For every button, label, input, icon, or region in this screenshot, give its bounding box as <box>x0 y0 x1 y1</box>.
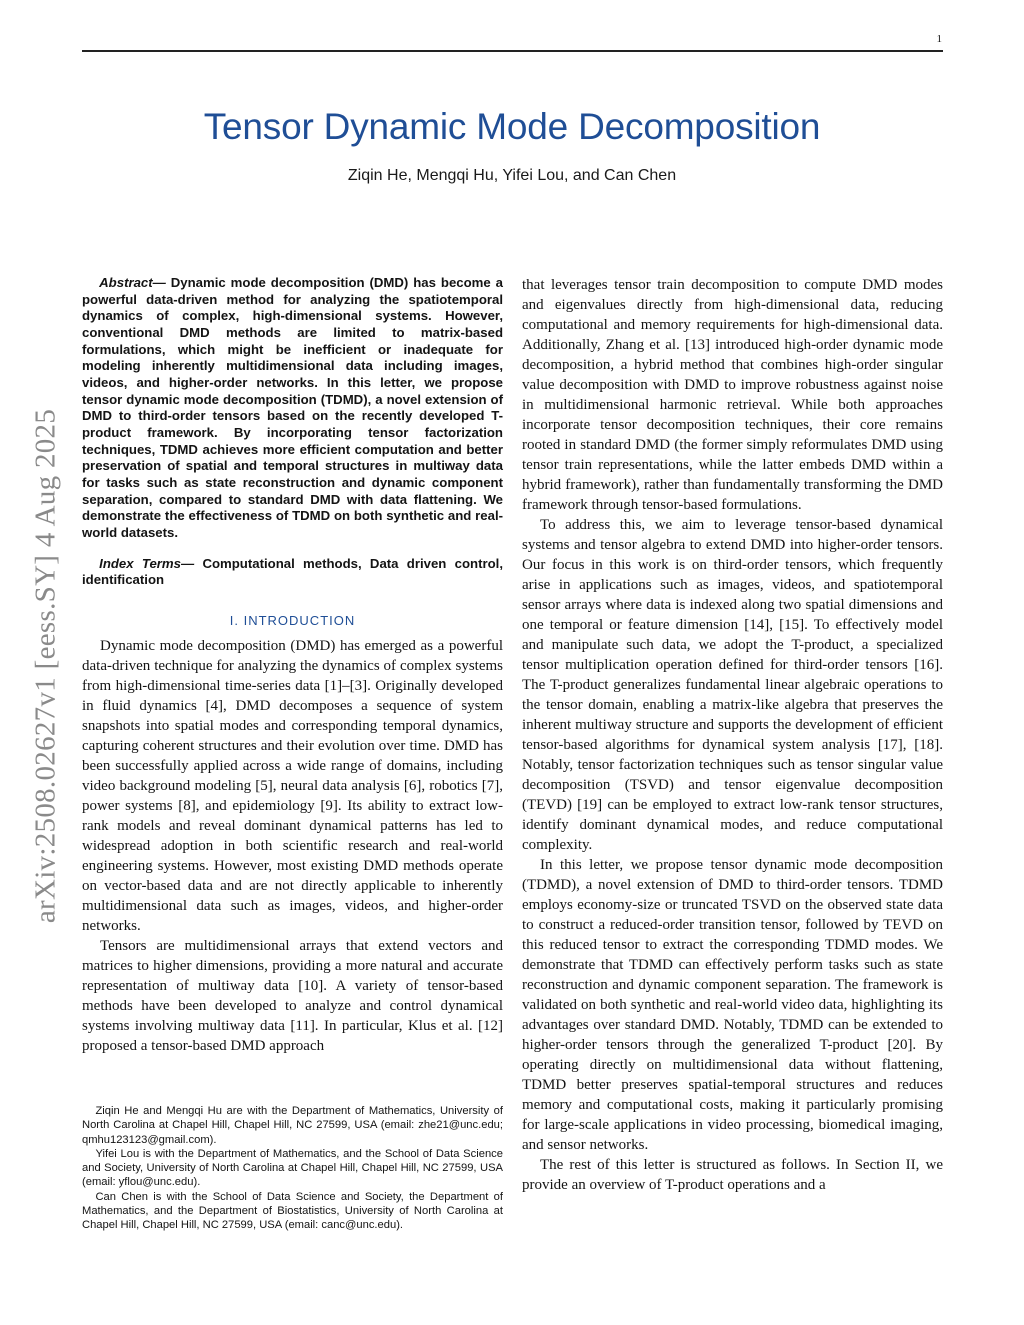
footnotes <box>82 1104 503 1233</box>
body-paragraph: that leverages tensor train decomposition to compute DMD modes and eigenvalues directly from high-dimensional data, reducing computational and memory requirements for high-dimensional data. Additionally, Zhang et al. [13] introduced high-order dynamic mode decomposition, a hybrid method that combines high-order singular value decomposition with DMD to improve robustness against noise in multidimensional harmonic retrieval. While both approaches incorporate tensor decomposition techniques, their core remains rooted in standard DMD (the former simply reformulates DMD using tensor train representations, while the latter embeds DMD within a hybrid framework), rather than fundamentally transforming the DMD framework through tensor-based formulations. <box>522 277 943 513</box>
section-heading-introduction: I. INTRODUCTION <box>229 612 356 628</box>
abstract-label: Abstract— <box>99 275 166 290</box>
arxiv-identifier: arXiv:2508.02627v1 [eess.SY] 4 Aug 2025 <box>29 408 62 924</box>
body-paragraph: To address this, we aim to leverage tensor-based dynamical systems and tensor algebra to extend DMD into higher-order tensors. Our focus in this work is on third-order tensors, which frequently arise in applications such as images, videos, and spatiotemporal sensor arrays where data is indexed along two spatial dimensions and one temporal or feature dimension [14], [15]. To effectively model and manipulate such data, we adopt the T-product, a specialized tensor multiplication operation defined for third-order tensors [16]. The T-product generalizes fundamental linear algebraic operations to the tensor domain, enabling a matrix-like algebra that preserves the inherent multiway structure and supports the development of efficient tensor-based algorithms for dynamical system analysis [17], [18]. Notably, tensor factorization techniques such as tensor singular value decomposition (TSVD) and tensor eigenvalue decomposition (TEVD) [19] can be employed to extract low-rank tensor structures, identify dominant dynamical modes, and reduce computational complexity. <box>522 517 943 853</box>
index-terms-text: Computational methods, Data driven control, identification <box>82 555 503 588</box>
body-paragraph: In this letter, we propose tensor dynamic mode decomposition (TDMD), a novel extension of DMD to third-order tensors. TDMD employs economy-size or truncated TSVD on the observed state data to construct a reduced-order transition tensor, followed by TEVD on this reduced tensor to extract the corresponding TDMD modes. We demonstrate that TDMD can effectively perform tasks such as state reconstruction and dynamic component separation. The framework is validated on both synthetic and real-world video data, highlighting its advantages over standard DMD. Notably, TDMD can be extended to higher-order tensors through the generalized T-product [20]. By operating directly on multidimensional data without flattening, TDMD better preserves spatial-temporal structures and reduces memory and computational costs, making it particularly promising for large-scale applications in video processing, biomedical imaging, and sensor networks. <box>522 857 943 1153</box>
footnote-affiliation: Ziqin He and Mengqi Hu are with the Department of Mathematics, University of North Carolina at Chapel Hill, Chapel Hill, NC 27599, USA (email: zhe21@unc.edu; qmhu123123@gmail.com). <box>82 1105 503 1146</box>
body-paragraph: Dynamic mode decomposition (DMD) has emerged as a powerful data-driven technique for analyzing the dynamics of complex systems from high-dimensional time-series data [1]–[3]. Originally developed in fluid dynamics [4], DMD decomposes a sequence of system snapshots into spatial modes and corresponding temporal dynamics, capturing coherent structures and their evolution over time. DMD has been successfully applied across a wide range of domains, including video background modeling [5], neural data analysis [6], robotics [7], power systems [8], and epidemiology [9]. Its ability to extract low-rank models and reveal dominant dynamical patterns has led to widespread adoption in both scientific research and real-world engineering systems. However, most existing DMD methods operate on vector-based data and are not directly applicable to inherently multidimensional data such as images, videos, and higher-order networks. <box>82 637 503 934</box>
body-paragraph: Tensors are multidimensional arrays that extend vectors and matrices to higher dimensions, providing a more natural and accurate representation of multiway data [10]. A variety of tensor-based methods have been developed to analyze and control dynamical systems involving multiway data [11]. In particular, Klus et al. [12] proposed a tensor-based DMD approach <box>82 937 503 1054</box>
right-column <box>522 275 943 1195</box>
abstract <box>82 275 503 542</box>
body-paragraph: The rest of this letter is structured as follows. In Section II, we provide an overview of T-product operations and a <box>522 1157 943 1193</box>
page-number: 1 <box>936 33 942 45</box>
footnote-affiliation: Can Chen is with the School of Data Science and Society, the Department of Mathematics, and the Department of Biostatistics, University of North Carolina at Chapel Hill, Chapel Hill, NC 27599, USA (email: canc@unc.edu). <box>82 1190 503 1232</box>
footnote-affiliation: Yifei Lou is with the Department of Mathematics, and the School of Data Science and Society, University of North Carolina at Chapel Hill, Chapel Hill, NC 27599, USA (email: yflou@unc.edu). <box>82 1147 503 1189</box>
paper-title: Tensor Dynamic Mode Decomposition <box>203 106 821 147</box>
author-list: Ziqin He, Mengqi Hu, Yifei Lou, and Can Chen <box>347 167 677 184</box>
left-column <box>82 275 503 1056</box>
abstract-text: Dynamic mode decomposition (DMD) has become a powerful data-driven method for analyzing the spatiotemporal dynamics of complex, high-dimensional systems. However, conventional DMD methods are limited to matrix-based formulations, which might be inefficient or inadequate for modeling inherently multidimensional data including images, videos, and higher-order networks. In this letter, we propose tensor dynamic mode decomposition (TDMD), a novel extension of DMD to third-order tensors based on the recently developed T-product framework. By incorporating tensor factorization techniques, TDMD achieves more efficient computation and better preservation of spatial and temporal structures in multiway data for tasks such as state reconstruction and dynamic component separation, compared to standard DMD with data flattening. We demonstrate the effectiveness of TDMD on both synthetic and real-world datasets. <box>82 275 503 540</box>
index-terms-label: Index Terms— <box>99 555 195 571</box>
header-rule <box>82 50 943 52</box>
index-terms <box>82 556 503 589</box>
